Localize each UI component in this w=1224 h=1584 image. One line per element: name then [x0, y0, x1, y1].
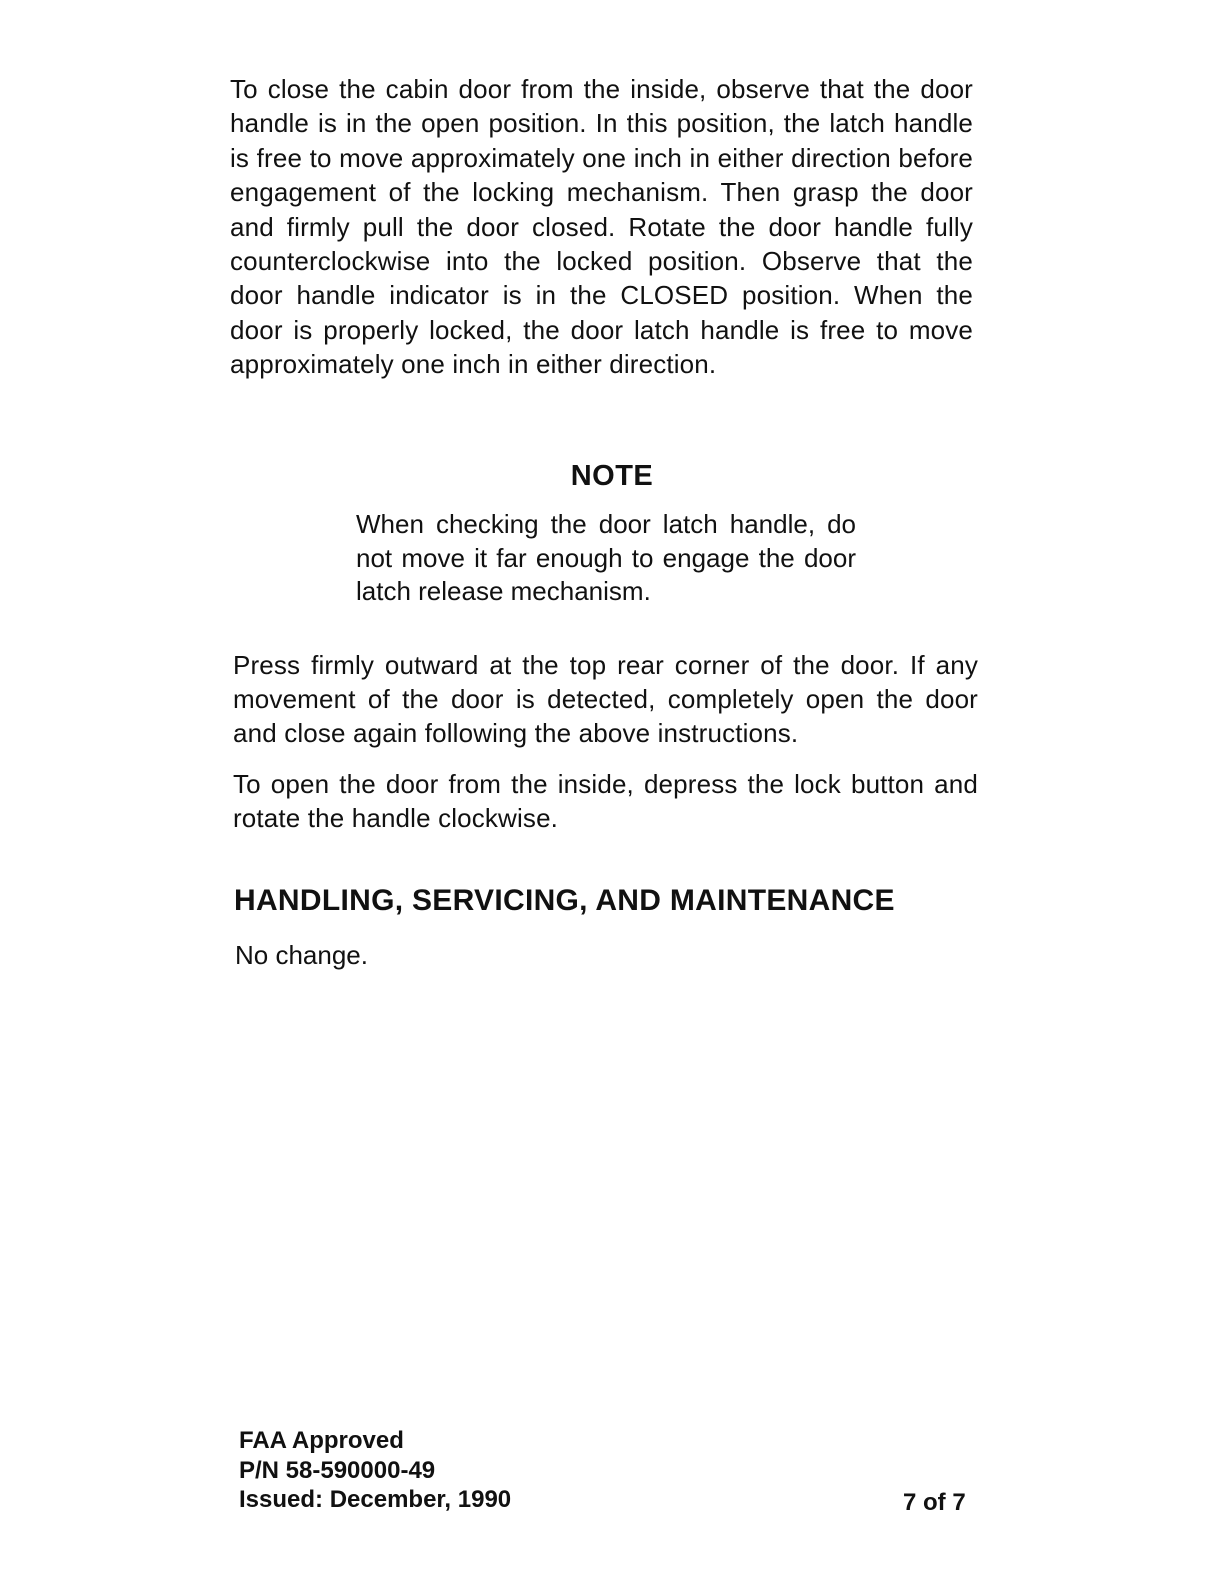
note-title-text: NOTE	[570, 460, 654, 492]
page-number: 7 of 7	[903, 1489, 966, 1516]
paragraph-press-outward: Press firmly outward at the top rear corner of the door. If any movement of the door is detected, completely open the door and close again following the above instructions.	[233, 650, 978, 748]
paragraph-open-door: To open the door from the inside, depress the lock button and rotate the handle clockwise.	[233, 769, 978, 833]
note-text: When checking the door latch handle, do not move it far enough to engage the door latch release mechanism.	[356, 509, 856, 606]
note-title	[0, 460, 1224, 493]
footer-info	[239, 1426, 511, 1515]
paragraph-close-door: To close the cabin door from the inside, observe that the door handle is in the open position. In this position, the latch handle is free to move approximately one inch in either direction before engagement of the locking mechanism. Then grasp the door and firmly pull the door closed. Rotate the door handle fully counterclockwise into the locked position. Observe that the door handle indicator is in the CLOSED position. When the door is properly locked, the door latch handle is free to move approximately one inch in either direction.	[230, 74, 973, 380]
issue-date: Issued: December, 1990	[239, 1486, 512, 1513]
faa-approval: FAA Approved	[239, 1427, 404, 1454]
section-heading: HANDLING, SERVICING, AND MAINTENANCE	[234, 884, 895, 917]
section-text: No change.	[235, 940, 368, 970]
part-number: P/N 58-590000-49	[239, 1456, 436, 1484]
